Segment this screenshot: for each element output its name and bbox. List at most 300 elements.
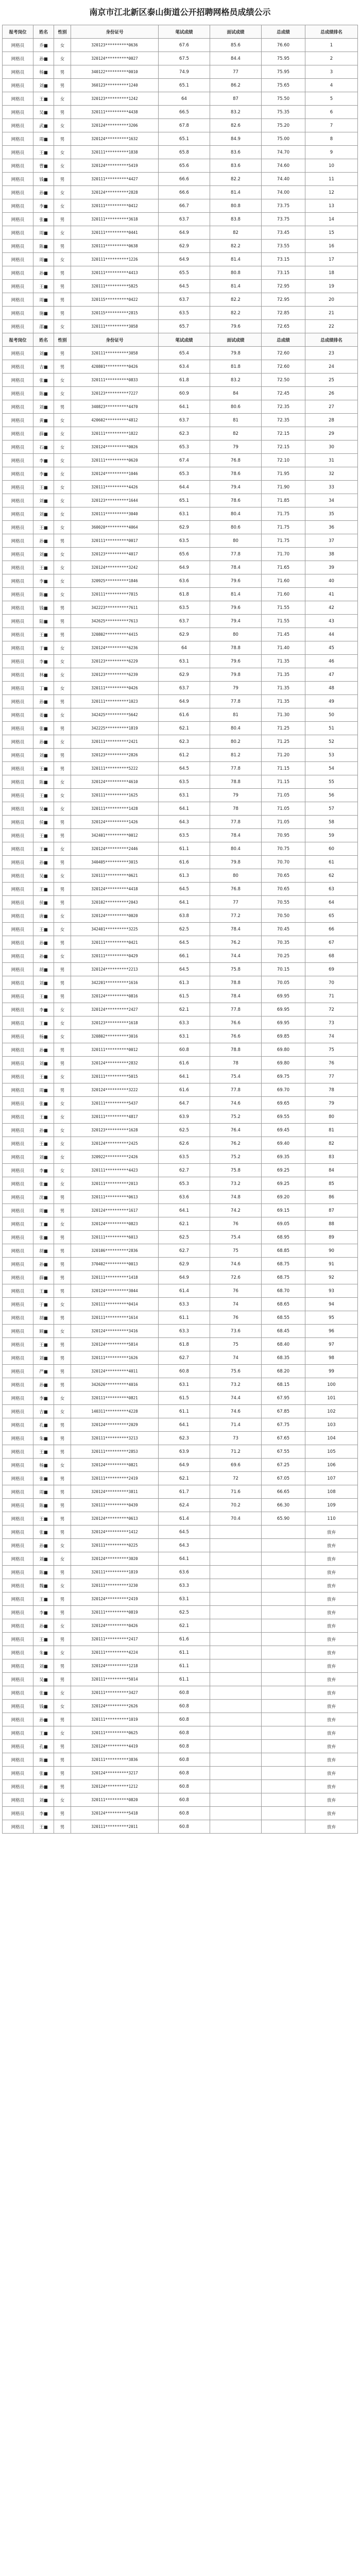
id-number-cell: 320111**********0638 bbox=[71, 240, 159, 253]
total-score-cell bbox=[262, 1753, 305, 1767]
name-cell: 王■ bbox=[33, 628, 54, 641]
id-number-cell: 320123**********4017 bbox=[71, 548, 159, 561]
rank-cell: 放弃 bbox=[305, 1526, 358, 1539]
table-row bbox=[3, 1150, 358, 1164]
table-row bbox=[3, 588, 358, 601]
table-row bbox=[3, 213, 358, 226]
written-score-cell: 62.3 bbox=[159, 1432, 210, 1445]
table-row bbox=[3, 682, 358, 695]
id-number-cell: 320124**********0823 bbox=[71, 1217, 159, 1231]
total-score-cell: 68.65 bbox=[262, 1298, 305, 1311]
id-number-cell: 320111**********0225 bbox=[71, 1539, 159, 1552]
rank-cell: 83 bbox=[305, 1150, 358, 1164]
interview-score-cell: 74 bbox=[210, 1298, 262, 1311]
rank-cell: 放弃 bbox=[305, 1592, 358, 1606]
id-number-cell: 320124**********1218 bbox=[71, 1659, 159, 1673]
rank-cell: 24 bbox=[305, 360, 358, 374]
interview-score-cell: 78.8 bbox=[210, 976, 262, 990]
table-row bbox=[3, 374, 358, 387]
total-score-cell: 71.55 bbox=[262, 615, 305, 628]
gender-cell: 男 bbox=[54, 1807, 71, 1820]
gender-cell: 男 bbox=[54, 1820, 71, 1834]
table-row bbox=[3, 856, 358, 869]
name-cell: 姜■ bbox=[33, 708, 54, 722]
interview-score-cell: 81.4 bbox=[210, 253, 262, 266]
name-cell: 吴■ bbox=[33, 869, 54, 883]
id-number-cell: 320111**********1226 bbox=[71, 253, 159, 266]
written-score-cell: 61.6 bbox=[159, 1633, 210, 1646]
rank-cell: 104 bbox=[305, 1432, 358, 1445]
name-cell: 刘■ bbox=[33, 1150, 54, 1164]
interview-score-cell: 81.4 bbox=[210, 186, 262, 199]
position-cell: 网格员 bbox=[3, 173, 33, 186]
gender-cell: 男 bbox=[54, 307, 71, 320]
position-cell: 网格员 bbox=[3, 360, 33, 374]
gender-cell: 男 bbox=[54, 1351, 71, 1365]
id-number-cell: 320124**********2029 bbox=[71, 1418, 159, 1432]
written-score-cell: 60.8 bbox=[159, 1780, 210, 1793]
table-row bbox=[3, 1767, 358, 1780]
rank-cell: 109 bbox=[305, 1499, 358, 1512]
id-number-cell: 340405**********3015 bbox=[71, 856, 159, 869]
interview-score-cell: 81.8 bbox=[210, 360, 262, 374]
interview-score-cell bbox=[210, 1767, 262, 1780]
interview-score-cell: 75 bbox=[210, 1338, 262, 1351]
position-cell: 网格员 bbox=[3, 1512, 33, 1526]
position-cell: 网格员 bbox=[3, 307, 33, 320]
interview-score-cell: 78.6 bbox=[210, 494, 262, 507]
interview-score-cell: 79 bbox=[210, 789, 262, 802]
position-cell: 网格员 bbox=[3, 1793, 33, 1807]
name-cell: 陈■ bbox=[33, 1566, 54, 1579]
written-score-cell: 62.7 bbox=[159, 1164, 210, 1177]
gender-cell: 男 bbox=[54, 106, 71, 119]
table-row bbox=[3, 360, 358, 374]
name-cell: 王■ bbox=[33, 1137, 54, 1150]
rank-cell: 18 bbox=[305, 266, 358, 280]
interview-score-cell: 76.8 bbox=[210, 883, 262, 896]
gender-cell: 女 bbox=[54, 1016, 71, 1030]
total-score-cell: 71.35 bbox=[262, 695, 305, 708]
rank-cell: 11 bbox=[305, 173, 358, 186]
position-cell: 网格员 bbox=[3, 883, 33, 896]
rank-cell: 80 bbox=[305, 1110, 358, 1124]
table-row bbox=[3, 735, 358, 749]
total-score-cell: 69.70 bbox=[262, 1083, 305, 1097]
rank-cell: 58 bbox=[305, 816, 358, 829]
name-cell: 陆■ bbox=[33, 615, 54, 628]
id-number-cell: 320111**********0625 bbox=[71, 1726, 159, 1740]
written-score-cell: 60.8 bbox=[159, 1726, 210, 1740]
id-number-cell: 320111**********2013 bbox=[71, 1177, 159, 1191]
id-number-cell: 320106**********2836 bbox=[71, 1244, 159, 1258]
position-cell: 网格员 bbox=[3, 1016, 33, 1030]
written-score-cell: 64.1 bbox=[159, 1418, 210, 1432]
written-score-cell: 63.6 bbox=[159, 1191, 210, 1204]
id-number-cell: 360020**********4064 bbox=[71, 521, 159, 534]
name-cell: 周■ bbox=[33, 132, 54, 146]
gender-cell: 女 bbox=[54, 708, 71, 722]
interview-score-cell: 77.8 bbox=[210, 695, 262, 708]
position-cell: 网格员 bbox=[3, 1726, 33, 1740]
col-position: 报考岗位 bbox=[3, 25, 33, 39]
total-score-cell bbox=[262, 1619, 305, 1633]
written-score-cell: 64.1 bbox=[159, 1552, 210, 1566]
written-score-cell: 63.6 bbox=[159, 1566, 210, 1579]
written-score-cell: 64.3 bbox=[159, 1539, 210, 1552]
written-score-cell: 63.6 bbox=[159, 574, 210, 588]
rank-cell: 105 bbox=[305, 1445, 358, 1459]
table-row bbox=[3, 936, 358, 950]
gender-cell: 男 bbox=[54, 1659, 71, 1673]
table-row bbox=[3, 1472, 358, 1485]
name-cell: 于■ bbox=[33, 1298, 54, 1311]
name-cell: 李■ bbox=[33, 1392, 54, 1405]
interview-score-cell bbox=[210, 1566, 262, 1579]
name-cell: 王■ bbox=[33, 883, 54, 896]
position-cell: 网格员 bbox=[3, 186, 33, 199]
interview-score-cell: 77.8 bbox=[210, 762, 262, 775]
position-cell: 网格员 bbox=[3, 79, 33, 92]
rank-cell: 78 bbox=[305, 1083, 358, 1097]
id-number-cell: 320124**********0821 bbox=[71, 1459, 159, 1472]
gender-cell: 女 bbox=[54, 735, 71, 749]
position-cell: 网格员 bbox=[3, 869, 33, 883]
written-score-cell: 65.7 bbox=[159, 320, 210, 333]
rank-cell: 52 bbox=[305, 735, 358, 749]
id-number-cell: 320123**********0636 bbox=[71, 39, 159, 52]
name-cell: 魏■ bbox=[33, 1579, 54, 1592]
interview-score-cell bbox=[210, 1646, 262, 1659]
written-score-cell: 74.9 bbox=[159, 65, 210, 79]
gender-cell: 女 bbox=[54, 521, 71, 534]
total-score-cell: 72.95 bbox=[262, 293, 305, 307]
table-row bbox=[3, 762, 358, 775]
written-score-cell: 63.3 bbox=[159, 1016, 210, 1030]
interview-score-cell: 75 bbox=[210, 1244, 262, 1258]
table-row bbox=[3, 561, 358, 574]
gender-cell: 男 bbox=[54, 240, 71, 253]
position-cell: 网格员 bbox=[3, 829, 33, 842]
total-score-cell bbox=[262, 1807, 305, 1820]
gender-cell: 女 bbox=[54, 1298, 71, 1311]
table-row bbox=[3, 1592, 358, 1606]
total-score-cell: 73.55 bbox=[262, 240, 305, 253]
rank-cell: 放弃 bbox=[305, 1713, 358, 1726]
name-cell: 孙■ bbox=[33, 735, 54, 749]
interview-score-cell: 75.2 bbox=[210, 1110, 262, 1124]
rank-cell: 放弃 bbox=[305, 1820, 358, 1834]
table-row bbox=[3, 1070, 358, 1083]
table-row bbox=[3, 1700, 358, 1713]
interview-score-cell: 74.6 bbox=[210, 1097, 262, 1110]
name-cell: 王■ bbox=[33, 1445, 54, 1459]
interview-score-cell: 84.9 bbox=[210, 132, 262, 146]
position-cell: 网格员 bbox=[3, 65, 33, 79]
written-score-cell: 67.8 bbox=[159, 119, 210, 132]
total-score-cell: 75.95 bbox=[262, 52, 305, 65]
position-cell: 网格员 bbox=[3, 1619, 33, 1633]
name-cell: 钱■ bbox=[33, 601, 54, 615]
gender-cell: 男 bbox=[54, 1365, 71, 1378]
rank-cell: 84 bbox=[305, 1164, 358, 1177]
gender-cell: 男 bbox=[54, 213, 71, 226]
name-cell: 王■ bbox=[33, 1726, 54, 1740]
table-row bbox=[3, 1713, 358, 1726]
interview-score-cell: 79.8 bbox=[210, 856, 262, 869]
position-cell: 网格员 bbox=[3, 39, 33, 52]
id-number-cell: 320111**********0426 bbox=[71, 682, 159, 695]
total-score-cell: 67.95 bbox=[262, 1392, 305, 1405]
name-cell: 王■ bbox=[33, 1338, 54, 1351]
name-cell: 周■ bbox=[33, 1204, 54, 1217]
gender-cell: 女 bbox=[54, 1552, 71, 1566]
rank-cell: 55 bbox=[305, 775, 358, 789]
table-row bbox=[3, 976, 358, 990]
gender-cell: 男 bbox=[54, 1204, 71, 1217]
rank-cell: 40 bbox=[305, 574, 358, 588]
table-row bbox=[3, 883, 358, 896]
position-cell: 网格员 bbox=[3, 1807, 33, 1820]
total-score-cell: 71.25 bbox=[262, 735, 305, 749]
col-interview-score: 面试成绩 bbox=[210, 25, 262, 39]
gender-cell: 男 bbox=[54, 1526, 71, 1539]
id-number-cell: 320124**********2425 bbox=[71, 1137, 159, 1150]
rank-cell: 放弃 bbox=[305, 1552, 358, 1566]
written-score-cell: 62.7 bbox=[159, 1351, 210, 1365]
total-score-cell: 72.15 bbox=[262, 427, 305, 440]
written-score-cell: 61.1 bbox=[159, 1646, 210, 1659]
total-score-cell: 70.35 bbox=[262, 936, 305, 950]
id-number-cell: 320111**********1838 bbox=[71, 146, 159, 159]
written-score-cell: 62.9 bbox=[159, 521, 210, 534]
interview-score-cell: 81.4 bbox=[210, 280, 262, 293]
rank-cell: 放弃 bbox=[305, 1646, 358, 1659]
rank-cell: 17 bbox=[305, 253, 358, 266]
name-cell: 钱■ bbox=[33, 173, 54, 186]
table-row bbox=[3, 950, 358, 963]
name-cell: 刘■ bbox=[33, 79, 54, 92]
position-cell: 网格员 bbox=[3, 106, 33, 119]
interview-score-cell: 73 bbox=[210, 1432, 262, 1445]
id-number-cell: 320111**********0414 bbox=[71, 1298, 159, 1311]
name-cell: 刘■ bbox=[33, 1057, 54, 1070]
name-cell: 薛■ bbox=[33, 1271, 54, 1284]
table-row bbox=[3, 307, 358, 320]
interview-score-cell: 78.4 bbox=[210, 923, 262, 936]
interview-score-cell: 79.8 bbox=[210, 347, 262, 360]
name-cell: 王■ bbox=[33, 1820, 54, 1834]
written-score-cell: 63.5 bbox=[159, 829, 210, 842]
id-number-cell: 320111**********1626 bbox=[71, 1351, 159, 1365]
total-score-cell: 69.45 bbox=[262, 1124, 305, 1137]
total-score-cell bbox=[262, 1793, 305, 1807]
written-score-cell: 64.5 bbox=[159, 280, 210, 293]
gender-cell: 男 bbox=[54, 896, 71, 909]
written-score-cell: 64 bbox=[159, 92, 210, 106]
position-cell: 网格员 bbox=[3, 802, 33, 816]
position-cell: 网格员 bbox=[3, 1633, 33, 1646]
name-cell: 刘■ bbox=[33, 1659, 54, 1673]
name-cell: 薛■ bbox=[33, 427, 54, 440]
written-score-cell: 62.4 bbox=[159, 1499, 210, 1512]
rank-cell: 放弃 bbox=[305, 1726, 358, 1740]
total-score-cell: 72.35 bbox=[262, 414, 305, 427]
position-cell: 网格员 bbox=[3, 842, 33, 856]
rank-cell: 12 bbox=[305, 186, 358, 199]
rank-cell: 53 bbox=[305, 749, 358, 762]
gender-cell: 男 bbox=[54, 722, 71, 735]
name-cell: 陈■ bbox=[33, 387, 54, 400]
id-number-cell: 320111**********1819 bbox=[71, 1566, 159, 1579]
written-score-cell: 61.4 bbox=[159, 1284, 210, 1298]
name-cell: 吉■ bbox=[33, 1405, 54, 1418]
gender-cell: 女 bbox=[54, 641, 71, 655]
total-score-cell: 69.35 bbox=[262, 1150, 305, 1164]
table-row bbox=[3, 494, 358, 507]
interview-score-cell: 77.8 bbox=[210, 1003, 262, 1016]
interview-score-cell: 80 bbox=[210, 628, 262, 641]
written-score-cell: 62.7 bbox=[159, 1244, 210, 1258]
rank-cell: 16 bbox=[305, 240, 358, 253]
rank-cell: 6 bbox=[305, 106, 358, 119]
gender-cell: 女 bbox=[54, 802, 71, 816]
gender-cell: 男 bbox=[54, 65, 71, 79]
written-score-cell: 62.3 bbox=[159, 427, 210, 440]
rank-cell: 71 bbox=[305, 990, 358, 1003]
total-score-cell: 73.75 bbox=[262, 199, 305, 213]
interview-score-cell: 80.6 bbox=[210, 521, 262, 534]
id-number-cell: 320111**********2419 bbox=[71, 1472, 159, 1485]
written-score-cell: 65.3 bbox=[159, 440, 210, 454]
name-cell: 王■ bbox=[33, 1633, 54, 1646]
gender-cell: 女 bbox=[54, 588, 71, 601]
total-score-cell bbox=[262, 1579, 305, 1592]
written-score-cell: 66.6 bbox=[159, 173, 210, 186]
written-score-cell: 61.6 bbox=[159, 708, 210, 722]
rank-cell: 放弃 bbox=[305, 1753, 358, 1767]
interview-score-cell: 75.6 bbox=[210, 1365, 262, 1378]
rank-cell: 35 bbox=[305, 507, 358, 521]
interview-score-cell: 83.6 bbox=[210, 146, 262, 159]
rank-cell: 56 bbox=[305, 789, 358, 802]
name-cell: 孙■ bbox=[33, 856, 54, 869]
position-cell: 网格员 bbox=[3, 1592, 33, 1606]
written-score-cell: 63.1 bbox=[159, 1378, 210, 1392]
id-number-cell: 320111**********5222 bbox=[71, 762, 159, 775]
total-score-cell: 74.40 bbox=[262, 173, 305, 186]
written-score-cell: 65.4 bbox=[159, 347, 210, 360]
written-score-cell: 61.5 bbox=[159, 1392, 210, 1405]
interview-score-cell: 74.6 bbox=[210, 1258, 262, 1271]
total-score-cell: 74.60 bbox=[262, 159, 305, 173]
total-score-cell: 72.45 bbox=[262, 387, 305, 400]
written-score-cell: 65.6 bbox=[159, 548, 210, 561]
position-cell: 网格员 bbox=[3, 293, 33, 307]
written-score-cell: 62.5 bbox=[159, 923, 210, 936]
gender-cell: 男 bbox=[54, 762, 71, 775]
gender-cell: 女 bbox=[54, 52, 71, 65]
id-number-cell: 320124**********2828 bbox=[71, 186, 159, 199]
interview-score-cell: 77 bbox=[210, 896, 262, 909]
name-cell: 周■ bbox=[33, 253, 54, 266]
id-number-cell: 320111**********0620 bbox=[71, 454, 159, 467]
interview-score-cell: 84 bbox=[210, 387, 262, 400]
interview-score-cell: 76.6 bbox=[210, 1030, 262, 1043]
written-score-cell: 61.4 bbox=[159, 1512, 210, 1526]
position-cell: 网格员 bbox=[3, 1378, 33, 1392]
id-number-cell: 320111**********3058 bbox=[71, 347, 159, 360]
rank-cell: 放弃 bbox=[305, 1619, 358, 1633]
id-number-cell: 320124**********1212 bbox=[71, 1780, 159, 1793]
position-cell: 网格员 bbox=[3, 253, 33, 266]
interview-score-cell: 82.6 bbox=[210, 119, 262, 132]
position-cell: 网格员 bbox=[3, 588, 33, 601]
interview-score-cell: 82.2 bbox=[210, 307, 262, 320]
position-cell: 网格员 bbox=[3, 427, 33, 440]
interview-score-cell: 76.8 bbox=[210, 454, 262, 467]
total-score-cell: 72.10 bbox=[262, 454, 305, 467]
written-score-cell: 67.6 bbox=[159, 39, 210, 52]
col-id-number: 身份证号 bbox=[71, 25, 159, 39]
table-row bbox=[3, 1338, 358, 1351]
id-number-cell: 320124**********4610 bbox=[71, 775, 159, 789]
position-cell: 网格员 bbox=[3, 695, 33, 708]
name-cell: 钱■ bbox=[33, 1700, 54, 1713]
total-score-cell: 71.15 bbox=[262, 762, 305, 775]
position-cell: 网格员 bbox=[3, 1767, 33, 1780]
table-row bbox=[3, 186, 358, 199]
gender-cell: 男 bbox=[54, 1767, 71, 1780]
table-row bbox=[3, 963, 358, 976]
rank-cell: 41 bbox=[305, 588, 358, 601]
total-score-cell: 72.85 bbox=[262, 307, 305, 320]
rank-cell: 66 bbox=[305, 923, 358, 936]
id-number-cell: 320925**********1846 bbox=[71, 574, 159, 588]
interview-score-cell: 79.4 bbox=[210, 481, 262, 494]
name-cell: 孙■ bbox=[33, 936, 54, 950]
rank-cell: 放弃 bbox=[305, 1606, 358, 1619]
position-cell: 网格员 bbox=[3, 534, 33, 548]
name-cell: 沈■ bbox=[33, 1191, 54, 1204]
id-number-cell: 320111**********0421 bbox=[71, 936, 159, 950]
id-number-cell: 320124**********1412 bbox=[71, 1526, 159, 1539]
interview-score-cell: 78.4 bbox=[210, 990, 262, 1003]
position-cell: 网格员 bbox=[3, 574, 33, 588]
position-cell: 网格员 bbox=[3, 440, 33, 454]
gender-cell: 男 bbox=[54, 1753, 71, 1767]
gender-cell: 女 bbox=[54, 39, 71, 52]
id-number-cell: 320124**********3416 bbox=[71, 1325, 159, 1338]
gender-cell: 男 bbox=[54, 963, 71, 976]
table-row bbox=[3, 1231, 358, 1244]
rank-cell: 放弃 bbox=[305, 1807, 358, 1820]
name-cell: 严■ bbox=[33, 1365, 54, 1378]
gender-cell: 男 bbox=[54, 883, 71, 896]
gender-cell: 男 bbox=[54, 1485, 71, 1499]
name-cell: 孙■ bbox=[33, 52, 54, 65]
written-score-cell: 62.9 bbox=[159, 628, 210, 641]
gender-cell: 男 bbox=[54, 79, 71, 92]
id-number-cell: 320111**********3618 bbox=[71, 213, 159, 226]
interview-score-cell bbox=[210, 1619, 262, 1633]
id-number-cell: 身份证号 bbox=[71, 333, 159, 347]
table-header bbox=[3, 25, 358, 39]
written-score-cell: 63.7 bbox=[159, 615, 210, 628]
rank-cell: 50 bbox=[305, 708, 358, 722]
position-cell: 网格员 bbox=[3, 628, 33, 641]
id-number-cell: 360123**********1240 bbox=[71, 79, 159, 92]
